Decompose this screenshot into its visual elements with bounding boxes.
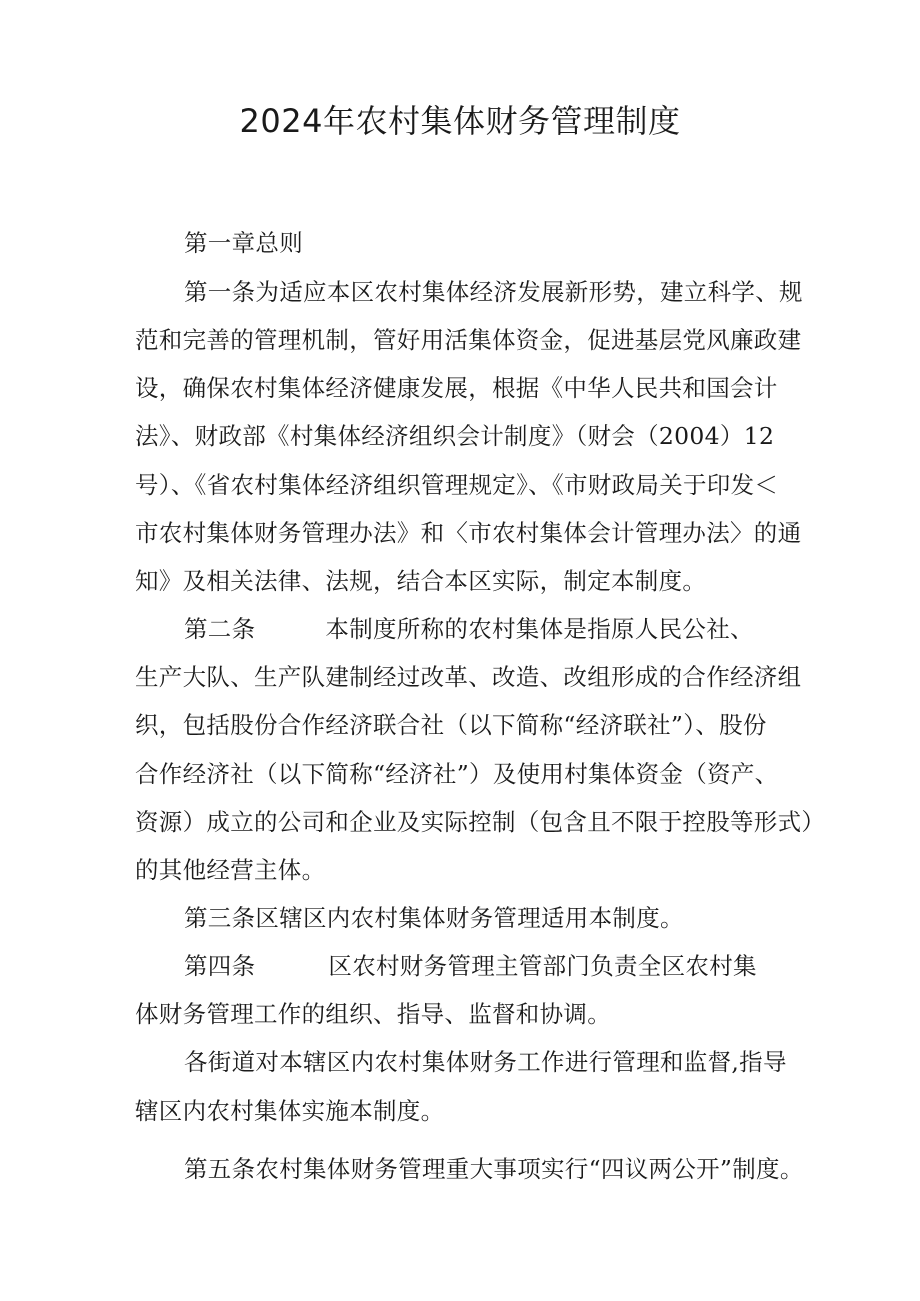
paragraph-line: 范和完善的管理机制，管好用活集体资金，促进基层党风廉政建 bbox=[135, 326, 802, 354]
paragraph-line: 第五条农村集体财务管理重大事项实行“四议两公开”制度。 bbox=[184, 1155, 804, 1183]
chapter-heading: 第一章总则 bbox=[184, 229, 303, 257]
paragraph-line: 织，包括股份合作经济联合社（以下简称“经济联社”）、股份 bbox=[135, 711, 767, 739]
article-text: 本制度所称的农村集体是指原人民公社、 bbox=[325, 615, 754, 643]
paragraph-line: 第三条区辖区内农村集体财务管理适用本制度。 bbox=[184, 904, 684, 932]
paragraph-line: 体财务管理工作的组织、指导、监督和协调。 bbox=[135, 1000, 611, 1028]
article-line bbox=[184, 614, 754, 644]
paragraph-line: 资源）成立的公司和企业及实际控制（包含且不限于控股等形式） bbox=[135, 808, 826, 836]
article-line bbox=[184, 951, 757, 981]
paragraph-line: 第一条为适应本区农村集体经济发展新形势，建立科学、规 bbox=[184, 278, 803, 306]
paragraph-line: 的其他经营主体。 bbox=[135, 856, 326, 884]
article-text: 区农村财务管理主管部门负责全区农村集 bbox=[328, 952, 757, 980]
paragraph-line: 辖区内农村集体实施本制度。 bbox=[135, 1097, 445, 1125]
paragraph-line: 生产大队、生产队建制经过改革、改造、改组形成的合作经济组 bbox=[135, 663, 802, 691]
paragraph-line: 知》及相关法律、法规，结合本区实际，制定本制度。 bbox=[135, 567, 707, 595]
article-number: 第四条 bbox=[184, 952, 256, 980]
paragraph-line: 各街道对本辖区内农村集体财务工作进行管理和监督,指导 bbox=[184, 1048, 787, 1076]
paragraph-line: 合作经济社（以下简称“经济社”）及使用村集体资金（资产、 bbox=[135, 760, 779, 788]
paragraph-line: 法》、财政部《村集体经济组织会计制度》（财会（2004）12 bbox=[135, 422, 775, 450]
paragraph-line: 市农村集体财务管理办法》和〈市农村集体会计管理办法〉的通 bbox=[135, 519, 802, 547]
article-number: 第二条 bbox=[184, 615, 256, 643]
document-title: 2024年农村集体财务管理制度 bbox=[239, 102, 681, 140]
paragraph-line: 设，确保农村集体经济健康发展，根据《中华人民共和国会计 bbox=[135, 374, 778, 402]
paragraph-line: 号）、《省农村集体经济组织管理规定》、《市财政局关于印发＜ bbox=[135, 471, 779, 499]
